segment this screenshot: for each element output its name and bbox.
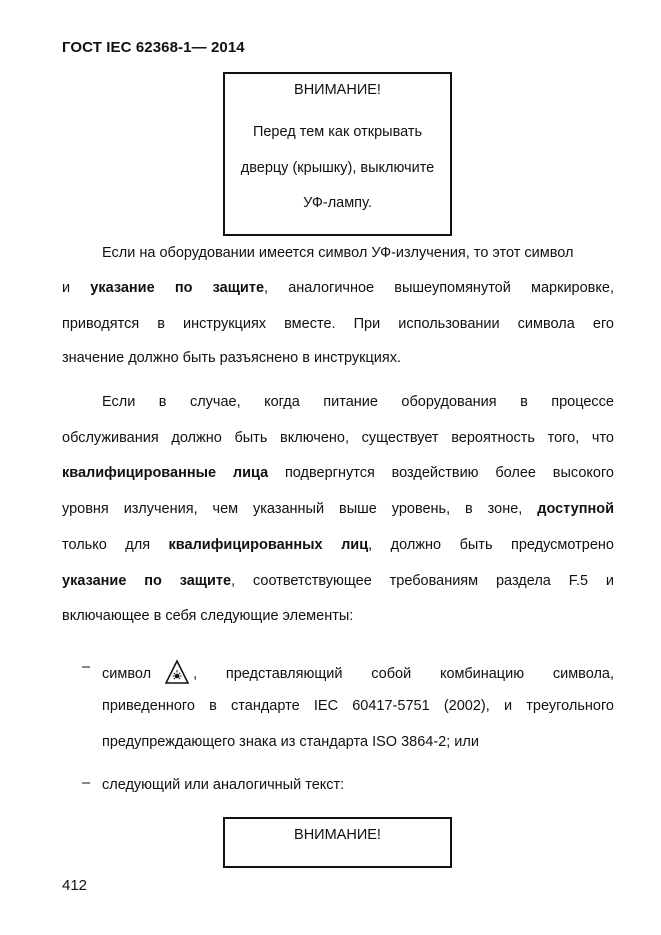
- text-line: [62, 278, 614, 298]
- warning-box: [223, 817, 452, 868]
- text-line: Если в случае, когда питание оборудования в процессе: [102, 394, 614, 410]
- text-span: только для: [62, 537, 169, 553]
- text-line: [62, 535, 614, 555]
- text-line: приведенного в стандарте IEC 60417-5751 (2002), и треугольного: [102, 698, 614, 714]
- text-span: , должно быть предусмотрено: [368, 537, 614, 553]
- document-header: ГОСТ IEC 62368-1— 2014: [62, 39, 245, 56]
- text-span: , соответствующее требованиям раздела F.5 и: [231, 573, 614, 589]
- warning-title: ВНИМАНИЕ!: [294, 82, 381, 98]
- term-protection-instruction: указание по защите: [62, 573, 232, 589]
- list-bullet: –: [82, 659, 91, 675]
- text-line: следующий или аналогичный текст:: [102, 777, 345, 793]
- text-line: обслуживания должно быть включено, существует вероятность того, что: [62, 430, 614, 446]
- warning-text-line: УФ-лампу.: [303, 195, 372, 211]
- text-line: Если на оборудовании имеется символ УФ-излучения, то этот символ: [102, 245, 574, 261]
- term-qualified-persons: квалифицированные лица: [62, 465, 269, 481]
- text-line: [102, 659, 614, 682]
- text-line: значение должно быть разъяснено в инструкциях.: [62, 350, 402, 366]
- text-line: предупреждающего знака из стандарта ISO 3864-2; или: [102, 734, 479, 750]
- page-number: 412: [62, 877, 88, 894]
- text-line: приводятся в инструкциях вместе. При использовании символа его: [62, 316, 614, 332]
- text-span: символ: [102, 666, 152, 682]
- text-span: подвергнутся воздействию более высокого: [268, 465, 614, 481]
- text-line: [62, 571, 614, 591]
- text-span: , представляющий собой комбинацию символа,: [193, 666, 614, 682]
- term-accessible: доступной: [537, 501, 614, 517]
- text-span: и: [62, 280, 71, 296]
- text-span: уровня излучения, чем указанный выше уровень, в зоне,: [62, 501, 538, 517]
- text-line: [62, 499, 614, 519]
- text-span: , аналогичное вышеупомянутой маркировке,: [264, 280, 614, 296]
- warning-text-line: дверцу (крышку), выключите: [240, 160, 435, 176]
- warning-box: [223, 72, 452, 236]
- text-line: [62, 463, 614, 483]
- list-bullet: –: [82, 775, 91, 791]
- term-qualified-persons: квалифицированных лиц: [168, 537, 369, 553]
- term-protection-instruction: указание по защите: [90, 280, 265, 296]
- uv-radiation-warning-triangle-icon: [165, 659, 189, 685]
- warning-title: ВНИМАНИЕ!: [294, 827, 381, 843]
- warning-text-line: Перед тем как открывать: [252, 124, 423, 140]
- text-line: включающее в себя следующие элементы:: [62, 608, 354, 624]
